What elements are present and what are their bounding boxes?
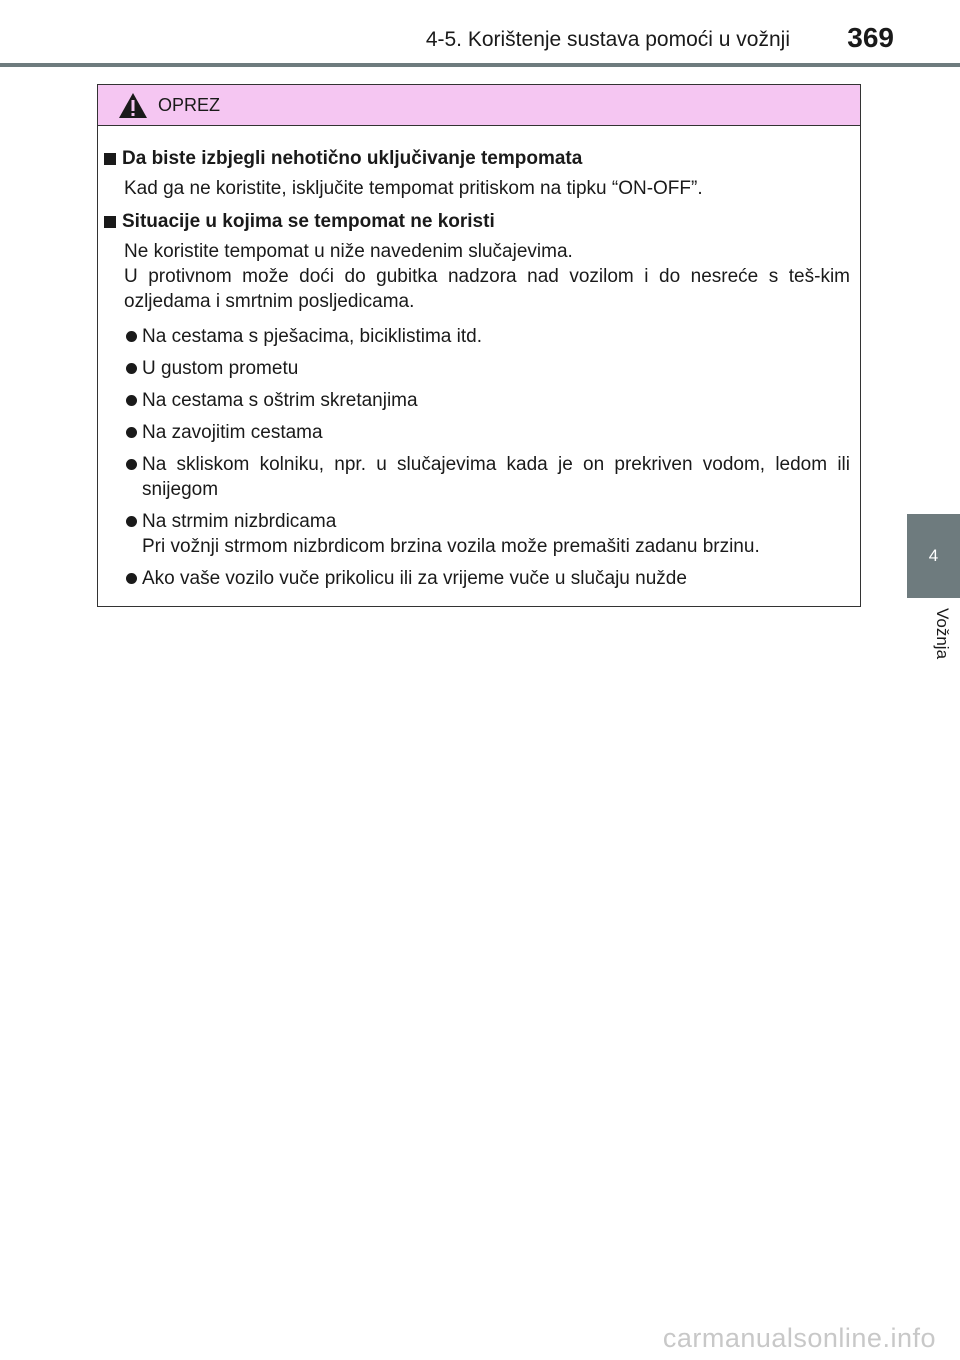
section-heading: [104, 146, 850, 171]
warning-triangle-icon: [118, 92, 148, 119]
square-bullet-icon: [104, 216, 116, 228]
list-item: [126, 566, 850, 591]
caution-box: [97, 84, 861, 607]
list-item-text: Na cestama s pješacima, biciklistima itd.: [142, 326, 482, 347]
list-item-text: Na skliskom kolniku, npr. u slučajevima kada je on prekriven vodom, ledom ili snijegom: [142, 454, 850, 500]
list-item-text: Ako vaše vozilo vuče prikolicu ili za vrijeme vuče u slučaju nužde: [142, 568, 687, 589]
section-heading-text: Da biste izbjegli nehotično uključivanje tempomata: [122, 148, 583, 169]
bullet-dot-icon: [126, 516, 137, 527]
list-item: [126, 509, 850, 559]
section-text: [104, 239, 850, 314]
bullet-list: [104, 324, 850, 591]
header-rule: [0, 63, 960, 67]
list-item-text: Na zavojitim cestama: [142, 422, 323, 443]
caution-header: [98, 85, 860, 126]
section-text-line: Ne koristite tempomat u niže navedenim slučajevima.: [124, 241, 573, 262]
chapter-number: 4: [928, 546, 939, 565]
bullet-dot-icon: [126, 573, 137, 584]
list-item-line: Na strmim nizbrdicama: [142, 511, 337, 532]
list-item: [126, 452, 850, 502]
list-item: [126, 388, 850, 413]
list-item: [126, 356, 850, 381]
list-item-text: U gustom prometu: [142, 358, 299, 379]
list-item-line: Pri vožnji strmom nizbrdicom brzina vozila može premašiti zadanu brzinu.: [142, 536, 760, 557]
section-heading-text: Situacije u kojima se tempomat ne koristi: [122, 211, 495, 232]
section-title: 4-5. Korištenje sustava pomoći u vožnji: [425, 28, 790, 51]
section-text-line: U protivnom može doći do gubitka nadzora nad vozilom i do nesreće s teš-kim ozljedama i smrtnim posljedicama.: [124, 266, 850, 312]
bullet-dot-icon: [126, 395, 137, 406]
chapter-label: Vožnja: [933, 608, 952, 660]
page-number: 369: [847, 22, 894, 53]
section-heading: [104, 209, 850, 234]
list-item: [126, 420, 850, 445]
caution-body: [98, 126, 860, 591]
list-item: [126, 324, 850, 349]
bullet-dot-icon: [126, 331, 137, 342]
square-bullet-icon: [104, 153, 116, 165]
bullet-dot-icon: [126, 363, 137, 374]
list-item-text: Na cestama s oštrim skretanjima: [142, 390, 418, 411]
bullet-dot-icon: [126, 459, 137, 470]
caution-title: OPREZ: [158, 94, 221, 115]
section-text: Kad ga ne koristite, isključite tempomat pritiskom na tipku “ON-OFF”.: [124, 178, 703, 199]
chapter-tab[interactable]: [907, 514, 960, 598]
bullet-dot-icon: [126, 427, 137, 438]
list-item-text: [142, 509, 850, 559]
watermark: carmanualsonline.info: [662, 1323, 936, 1353]
